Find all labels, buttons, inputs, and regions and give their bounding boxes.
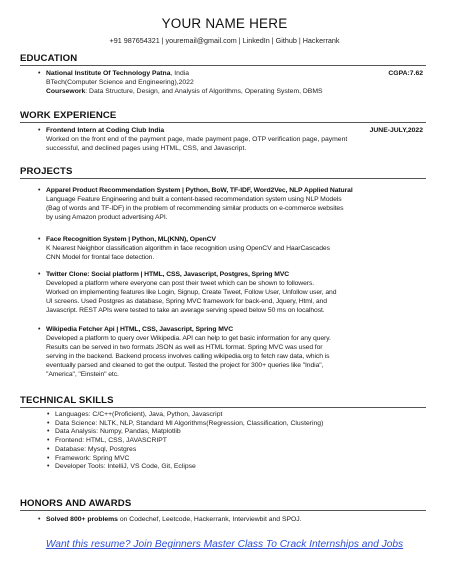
skills-list — [47, 411, 432, 472]
honors-divider — [20, 510, 426, 511]
project-name: Twitter Clone: Social platform — [46, 271, 139, 278]
project-tech: | Python, ML(KNN), OpenCV — [126, 236, 216, 243]
project-tech: | HTML, CSS, Javascript, Postgres, Spring MVC — [138, 271, 290, 278]
experience-dates: JUNE-JULY,2022 — [369, 127, 423, 134]
honors-block — [38, 516, 423, 525]
bullet-icon: • — [38, 236, 41, 243]
project-name: Apparel Product Recommendation System — [46, 187, 181, 194]
institute-name: National Institute Of Technology Patna — [46, 70, 171, 77]
institute-location: , India — [170, 70, 190, 77]
education-divider — [20, 65, 426, 66]
project-header — [38, 326, 423, 335]
skill-item: • Developer Tools: IntelliJ, VS Code, Git, Eclipse — [47, 463, 196, 471]
project-tech: | Python, BoW, TF-IDF, Word2Vec, NLP Applied Natural — [180, 187, 353, 194]
honor-bold: Solved 800+ problems — [46, 516, 118, 523]
project-item — [38, 187, 423, 223]
skills-heading: TECHNICAL SKILLS — [20, 395, 114, 406]
experience-heading: WORK EXPERIENCE — [20, 110, 117, 121]
project-desc-line: Results can be served in two formats JSON as well as HTML format. Spring MVC was used for — [46, 343, 323, 351]
project-header — [38, 187, 423, 196]
skill-item: • Framework: Spring MVC — [47, 454, 130, 462]
project-item — [38, 271, 423, 316]
bullet-icon: • — [38, 271, 41, 278]
experience-desc-1: Worked on the front end of the payment page, made payment page, OTP verification page, payment — [46, 135, 348, 143]
project-desc-line: Javascript. REST APIs were tested to take an average serving speed below 50 ms on localhost. — [46, 306, 325, 314]
project-tech: | HTML, CSS, Javascript, Spring MVC — [114, 326, 233, 333]
bullet-icon: • — [47, 463, 50, 471]
cgpa: CGPA:7.62 — [388, 70, 423, 77]
honor-rest: on Codechef, Leetcode, Hackerrank, Interviewbit and SPOJ. — [117, 516, 302, 523]
degree: BTech(Computer Science and Engineering),2022 — [46, 78, 194, 86]
project-desc-line: by using Amazon product advertising API. — [46, 213, 168, 221]
project-name: Face Recognition System — [46, 236, 127, 243]
bullet-icon: • — [47, 437, 50, 445]
honors-heading: HONORS AND AWARDS — [20, 498, 132, 509]
project-item — [38, 236, 423, 263]
bullet-icon: • — [47, 445, 50, 453]
skill-item: • Languages: C/C++(Proficient), Java, Python, Javascript — [47, 411, 223, 418]
skills-divider — [20, 407, 426, 408]
coursework-label: Coursework — [46, 87, 86, 95]
bullet-icon: • — [38, 326, 41, 333]
bullet-icon: • — [38, 187, 41, 194]
education-heading: EDUCATION — [20, 53, 78, 64]
bullet-icon: • — [38, 127, 41, 134]
project-desc-line: Developed a platform to query over Wikipedia. API can help to get basic information for any query. — [46, 334, 331, 342]
skill-item: • Database: Mysql, Postgres — [47, 445, 137, 453]
project-desc-line: K Nearest Neighbor classification algorithm in face recognition using OpenCV and HaarCascades — [46, 244, 330, 252]
project-desc-line: CNN Model for frontal face detection. — [46, 253, 155, 261]
project-name: Wikipedia Fetcher Api — [46, 326, 115, 333]
bullet-icon: • — [38, 516, 41, 523]
project-desc-line: (Bag of words and TF-IDF) in the problem of recommending similar products on e-commerce websites — [46, 204, 344, 212]
projects-divider — [20, 178, 426, 179]
coursework-line — [46, 88, 423, 97]
candidate-name: YOUR NAME HERE — [161, 16, 288, 31]
experience-divider — [20, 122, 426, 123]
skill-item: • Frontend: HTML, CSS, JAVASCRIPT — [47, 437, 167, 445]
project-desc-line: UI screens. Used Postgres as database, Spring MVC framework for back-end, Jquery, Html, and — [46, 297, 327, 305]
experience-block — [38, 127, 423, 154]
experience-desc-2: successful, and declined pages using HTML, CSS, and Javascript. — [46, 144, 247, 152]
skill-item: • Data Science: NLTK, NLP, Standard Ml Algorithms(Regression, Classification, Clustering) — [47, 419, 324, 427]
skill-item: • Data Analysis: Numpy, Pandas, Matplotlib — [47, 428, 181, 436]
project-desc-line: eventually parsed and cleaned to get the output. Tested the project for 300+ queries like "India", — [46, 361, 324, 369]
project-header — [38, 236, 423, 245]
bullet-icon: • — [47, 411, 50, 418]
contact-line: +91 987654321 | youremail@gmail.com | LinkedIn | Github | Hackerrank — [109, 36, 340, 45]
project-desc-line: Developed a platform where everyone can post their tweet which can be shown to followers. — [46, 279, 315, 287]
experience-role: Frontend Intern at Coding Club India — [46, 127, 165, 134]
bullet-icon: • — [47, 428, 50, 436]
projects-heading: PROJECTS — [20, 166, 73, 177]
bullet-icon: • — [38, 70, 41, 77]
coursework-text: : Data Structure, Design, and Analysis of Algorithms, Operating System, DBMS — [85, 87, 323, 95]
bullet-icon: • — [47, 454, 50, 462]
education-block — [38, 70, 423, 97]
bullet-icon: • — [47, 419, 50, 427]
project-header — [38, 271, 423, 280]
project-desc-line: Language Feature Engineering and built a content-based recommendation system using NLP Models — [46, 195, 342, 203]
education-row — [38, 70, 423, 79]
experience-row — [38, 127, 423, 136]
project-item — [38, 326, 423, 379]
project-desc-line: Worked on implementing features like Login, Signup, Create Tweet, Follow User, Unfollow user, and — [46, 288, 337, 296]
project-desc-line: serving in the backend. Backend process involves calling wikipedia.org to fetch raw data, which is — [46, 352, 330, 360]
honor-item — [38, 516, 423, 525]
project-desc-line: "America", "Einstein" etc. — [46, 370, 119, 378]
promo-link[interactable]: Want this resume? Join Beginners Master Class To Crack Internships and Jobs — [45, 539, 404, 550]
